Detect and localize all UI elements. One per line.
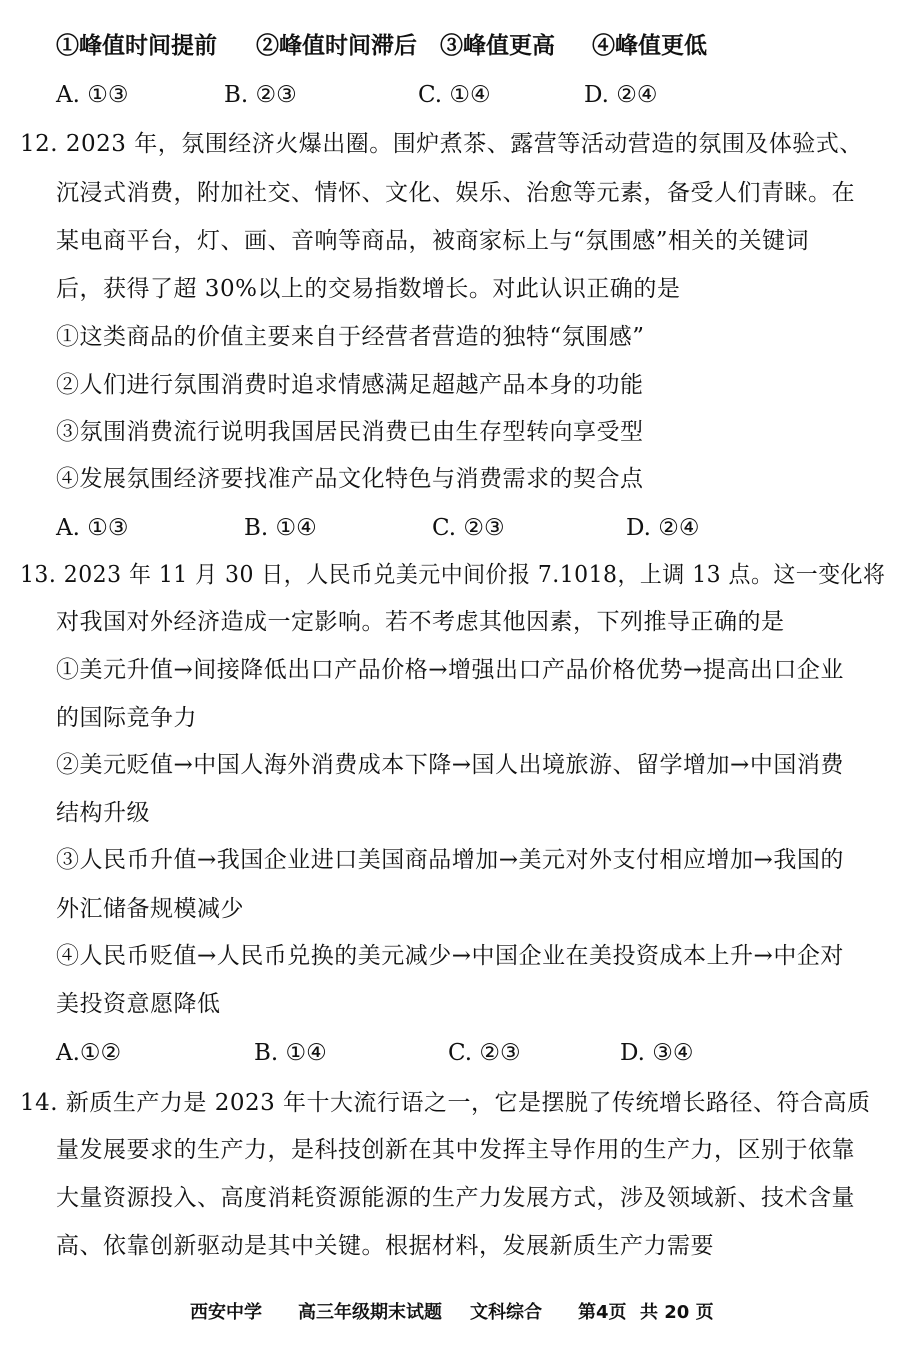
footer-school: 西安中学 bbox=[190, 1302, 262, 1323]
q13-statement-3-line-1: ③人民币升值→我国企业进口美国商品增加→美元对外支付相应增加→我国的 bbox=[56, 847, 844, 873]
q13-options bbox=[56, 1037, 876, 1069]
footer-exam: 高三年级期末试题 bbox=[298, 1302, 442, 1323]
q12-statement-4: ④发展氛围经济要找准产品文化特色与消费需求的契合点 bbox=[56, 466, 644, 492]
q11-statements bbox=[56, 30, 876, 62]
q13-option-a: A.①② bbox=[56, 1040, 122, 1066]
q14-stem-line-3: 大量资源投入、高度消耗资源能源的生产力发展方式，涉及领域新、技术含量 bbox=[56, 1185, 855, 1211]
q12-option-d: D. ②④ bbox=[626, 515, 700, 541]
q11-statement-2: ②峰值时间滞后 bbox=[256, 32, 417, 59]
page-footer bbox=[0, 1298, 900, 1328]
q13-stem-line-2: 对我国对外经济造成一定影响。若不考虑其他因素，下列推导正确的是 bbox=[56, 609, 785, 635]
q12-stem-line-3: 某电商平台，灯、画、音响等商品，被商家标上与“氛围感”相关的关键词 bbox=[56, 228, 810, 254]
q13-stem-line-1: 13. 2023 年 11 月 30 日，人民币兑美元中间价报 7.1018，上调 13 点。这一变化将 bbox=[20, 562, 886, 588]
footer-subject: 文科综合 bbox=[470, 1302, 542, 1323]
q12-option-a: A. ①③ bbox=[56, 515, 129, 541]
q12-stem-line-1: 12. 2023 年，氛围经济火爆出圈。围炉煮茶、露营等活动营造的氛围及体验式、 bbox=[20, 131, 863, 157]
q13-option-b: B. ①④ bbox=[254, 1040, 327, 1066]
q13-statement-2-line-2: 结构升级 bbox=[56, 800, 150, 826]
q12-option-c: C. ②③ bbox=[432, 515, 505, 541]
q13-statement-2-line-1: ②美元贬值→中国人海外消费成本下降→国人出境旅游、留学增加→中国消费 bbox=[56, 752, 844, 778]
q12-stem-line-2: 沉浸式消费，附加社交、情怀、文化、娱乐、治愈等元素，备受人们青睐。在 bbox=[56, 180, 855, 206]
q11-statement-1: ①峰值时间提前 bbox=[56, 32, 217, 59]
q13-statement-1-line-1: ①美元升值→间接降低出口产品价格→增强出口产品价格优势→提高出口企业 bbox=[56, 657, 844, 683]
q14-stem-line-4: 高、依靠创新驱动是其中关键。根据材料，发展新质生产力需要 bbox=[56, 1233, 714, 1259]
q13-statement-4-line-1: ④人民币贬值→人民币兑换的美元减少→中国企业在美投资成本上升→中企对 bbox=[56, 943, 844, 969]
q13-statement-3-line-2: 外汇储备规模减少 bbox=[56, 896, 244, 922]
q12-statement-2: ②人们进行氛围消费时追求情感满足超越产品本身的功能 bbox=[56, 372, 644, 398]
q11-option-c: C. ①④ bbox=[418, 82, 491, 108]
q13-option-c: C. ②③ bbox=[448, 1040, 521, 1066]
q13-statement-4-line-2: 美投资意愿降低 bbox=[56, 991, 221, 1017]
footer-total: 共 20 页 bbox=[640, 1302, 714, 1323]
q12-statement-1: ①这类商品的价值主要来自于经营者营造的独特“氛围感” bbox=[56, 324, 645, 350]
q12-stem-line-4: 后，获得了超 30%以上的交易指数增长。对此认识正确的是 bbox=[56, 276, 681, 302]
q11-statement-4: ④峰值更低 bbox=[592, 32, 707, 59]
q13-statement-1-line-2: 的国际竞争力 bbox=[56, 705, 197, 731]
q14-stem-line-1: 14. 新质生产力是 2023 年十大流行语之一，它是摆脱了传统增长路径、符合高质 bbox=[20, 1090, 871, 1116]
q12-options bbox=[56, 512, 876, 544]
q14-stem-line-2: 量发展要求的生产力，是科技创新在其中发挥主导作用的生产力，区别于依靠 bbox=[56, 1137, 855, 1163]
q12-option-b: B. ①④ bbox=[244, 515, 317, 541]
q13-option-d: D. ③④ bbox=[620, 1040, 694, 1066]
q12-statement-3: ③氛围消费流行说明我国居民消费已由生存型转向享受型 bbox=[56, 419, 644, 445]
q11-options bbox=[56, 79, 876, 111]
q11-option-b: B. ②③ bbox=[224, 82, 297, 108]
q11-option-d: D. ②④ bbox=[584, 82, 658, 108]
q11-statement-3: ③峰值更高 bbox=[440, 32, 555, 59]
footer-page: 第4页 bbox=[578, 1302, 627, 1323]
q11-option-a: A. ①③ bbox=[56, 82, 129, 108]
